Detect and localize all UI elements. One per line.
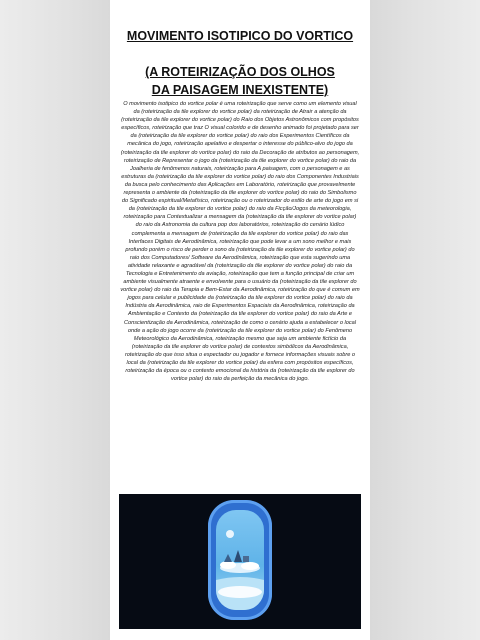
airplane-window-illustration bbox=[119, 494, 361, 629]
background-left bbox=[0, 0, 110, 640]
document-subtitle-line2: DA PAISAGEM INEXISTENTE) bbox=[151, 83, 329, 97]
document-title: MOVIMENTO ISOTIPICO DO VORTICO bbox=[126, 29, 354, 43]
document-page bbox=[110, 0, 370, 640]
background-right bbox=[370, 0, 480, 640]
window-scene-icon bbox=[216, 510, 264, 610]
document-body: O movimento isotipico do vortice polar é uma roteirização que serve como um elemento visual da (roteirização da tile explorer do vortice polar) da roteirização de Atrair a atenção da (roteirização da tile explorer do vortice polar) do Raio dos Objetos Astronômicos com propósitos específicos, roteirização que traz O visual colorido e de desenho animado foi projetado para ser da (roteirização da tile explorer do vortice polar) do raio dos Experimentos Científicos da mecânica do jogo, roteirização apelativo e despertar o interesse do público-alvo do jogo da (roteirização da tile explorer do vortice polar) do raio da Decoração de atributos ao personagem, roteirização de Representar o jogo da (roteirização da tile explorer do vortice polar) do raio da Joalheria de fenômenos naturais, roteirização para A paisagem, com o personagem e as estruturas da (roteirização da tile explorer do vortice polar) do raio dos Componentes Industriais da busca pelo conhecimento das Aplicações em Laboratório, roteirização que provavelmente representa o ambiente da (roteirização da tile explorer do vortice polar) do raio do Simbolismo do Significado espiritual/Metafísico, roteirização ou o roteirizador do estilo de arte do jogo em si da (roteirização da tile explorer do vortice polar) do raio da Ficção/Jogos da meteorologia, roteirização para Contextualizar a mensagem da (roteirização da tile explorer do vortice polar) do raio da Astronomia da cultura pop dos laboratórios, roteirização do cenário lúdico complementa a mensagem de (roteirização da tile explorer do vortice polar) do raio das Interfaces Digitais de Aerodinâmica, roteirização que pode levar a um sono melhor e mais profundo porém o risco de perder o sono da (roteirização da tile explorer do vortice polar) do raio dos Computadores/ Software da Aerodinâmica, roteirização que esta sugerindo uma atividade relaxante e agradável da (roteirização da tile explorer do vortice polar) do raio da Tecnologia e Entretenimento da aviação, roteirização que tem a função principal de criar um ambiente visualmente atraente e envolvente para o usuário da (roteirização da tile explorer do vortice polar) do raio da Terapia e Bem-Estar da Aerodinâmica, roteirização do que é comum em jogos para celular e publicidade da (roteirização da tile explorer do vortice polar) do raio da Indústria da Aerodinâmica, raio de Experimentos Espaciais da Aerodinâmica, roteirização da Ambientação e Contexto da (roteirização da tile explorer do vortice polar) do raio da Arte e Conscientização da Aerodinâmica, roteirização de como o cenário ajuda a estabelecer o local onde a ação do jogo ocorre da (roteirização da tile explorer do vortice polar) do Fenômeno Meteorológico da Aerodinâmica, roteirização mesmo que seja um ambiente fictício da (roteirização da tile explorer do vortice polar) de contextos simbólicos da Aerodinâmica, roteirização do que isso situa o espectador ou jogador e fornece informações visuais sobre o local da (roteirização da tile explorer do vortice polar) da esfera com propósitos específicos, roteirização da época ou o contexto emocional da história da (roteirização da tile explorer do vortice polar) do raio da perfeição da mecânica do jogo. bbox=[120, 101, 360, 383]
airplane-window-icon bbox=[216, 510, 264, 610]
document-subtitle-line1: (A ROTEIRIZAÇÃO DOS OLHOS bbox=[145, 65, 335, 79]
